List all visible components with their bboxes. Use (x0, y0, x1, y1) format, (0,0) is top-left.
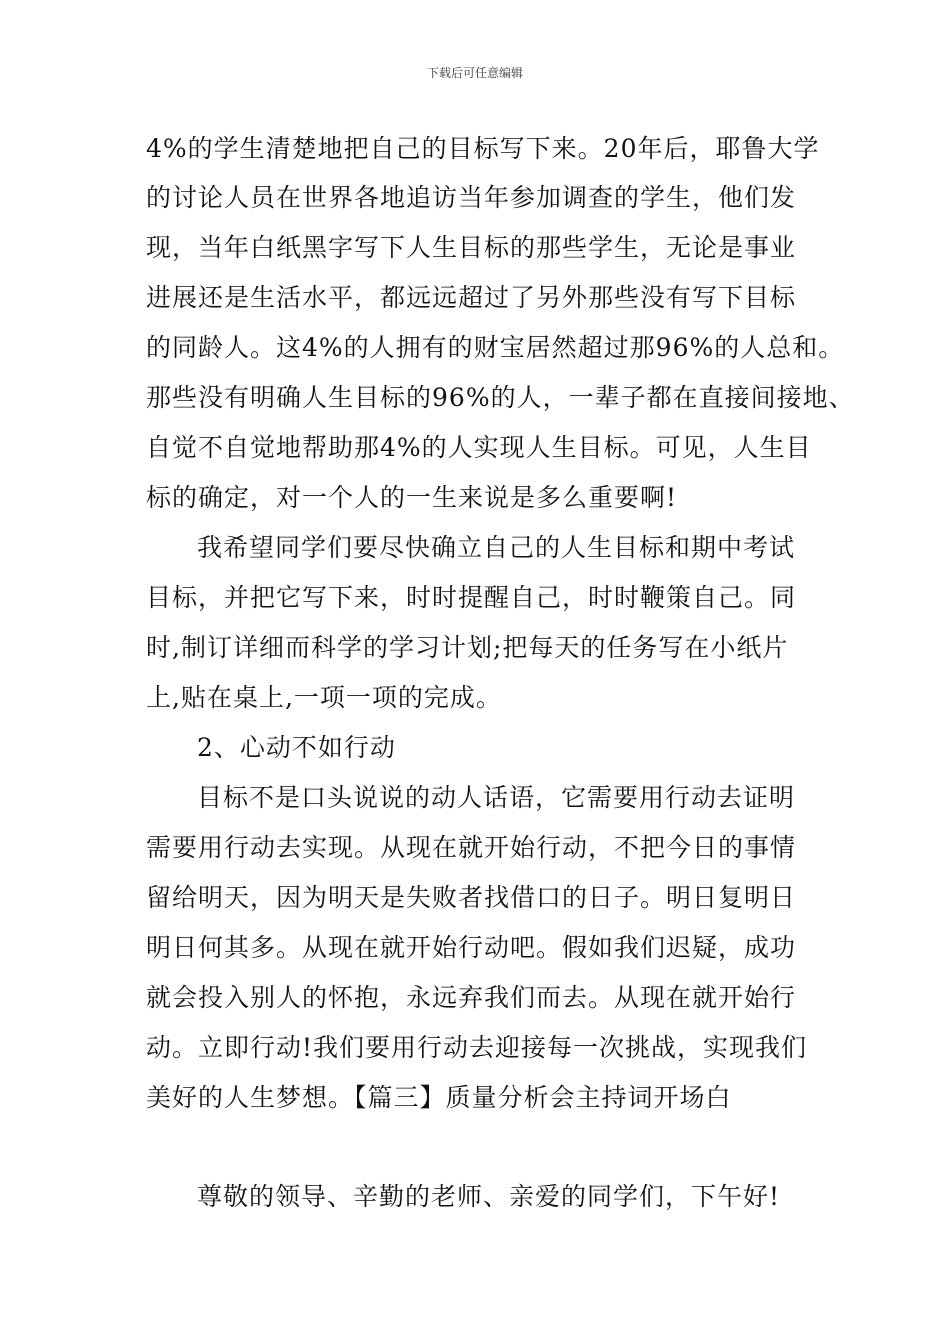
body-line-1: 4%的学生清楚地把自己的目标写下来。20年后，耶鲁大学 (146, 134, 820, 163)
page-header: 下载后可任意编辑 (426, 66, 523, 80)
body-line-16: 留给明天，因为明天是失败者找借口的日子。明日复明日 (146, 883, 797, 912)
section-heading: 2、心动不如行动 (197, 733, 396, 762)
body-line-14: 目标不是口头说说的动人话语，它需要用行动去证明 (197, 783, 796, 812)
body-line-10: 目标，并把它写下来，时时提醒自己，时时鞭策自己。同 (146, 583, 797, 612)
greeting-line: 尊敬的领导、辛勤的老师、亲爱的同学们，下午好! (197, 1182, 781, 1211)
body-line-7: 自觉不自觉地帮助那4%的人实现人生目标。可见，人生目 (146, 433, 812, 462)
body-line-17: 明日何其多。从现在就开始行动吧。假如我们迟疑，成功 (146, 933, 797, 962)
body-line-2: 的讨论人员在世界各地追访当年参加调查的学生，他们发 (146, 183, 797, 212)
body-line-18: 就会投入别人的怀抱，永远弃我们而去。从现在就开始行 (146, 983, 797, 1012)
body-line-4: 进展还是生活水平，都远远超过了另外那些没有写下目标 (146, 283, 797, 312)
body-line-20: 美好的人生梦想。【篇三】质量分析会主持词开场白 (146, 1083, 732, 1112)
body-line-19: 动。立即行动!我们要用行动去迎接每一次挑战，实现我们 (146, 1033, 808, 1062)
body-line-11: 时,制订详细而科学的学习计划;把每天的任务写在小纸片 (146, 633, 789, 662)
body-line-3: 现，当年白纸黑字写下人生目标的那些学生，无论是事业 (146, 233, 797, 262)
body-line-9: 我希望同学们要尽快确立自己的人生目标和期中考试 (197, 533, 796, 562)
body-line-5: 的同龄人。这4%的人拥有的财宝居然超过那96%的人总和。 (146, 333, 845, 362)
body-line-6: 那些没有明确人生目标的96%的人，一辈子都在直接间接地、 (146, 383, 855, 412)
body-line-8: 标的确定，对一个人的一生来说是多么重要啊! (146, 483, 678, 512)
body-line-12: 上,贴在桌上,一项一项的完成。 (146, 683, 502, 712)
body-line-15: 需要用行动去实现。从现在就开始行动，不把今日的事情 (146, 833, 797, 862)
